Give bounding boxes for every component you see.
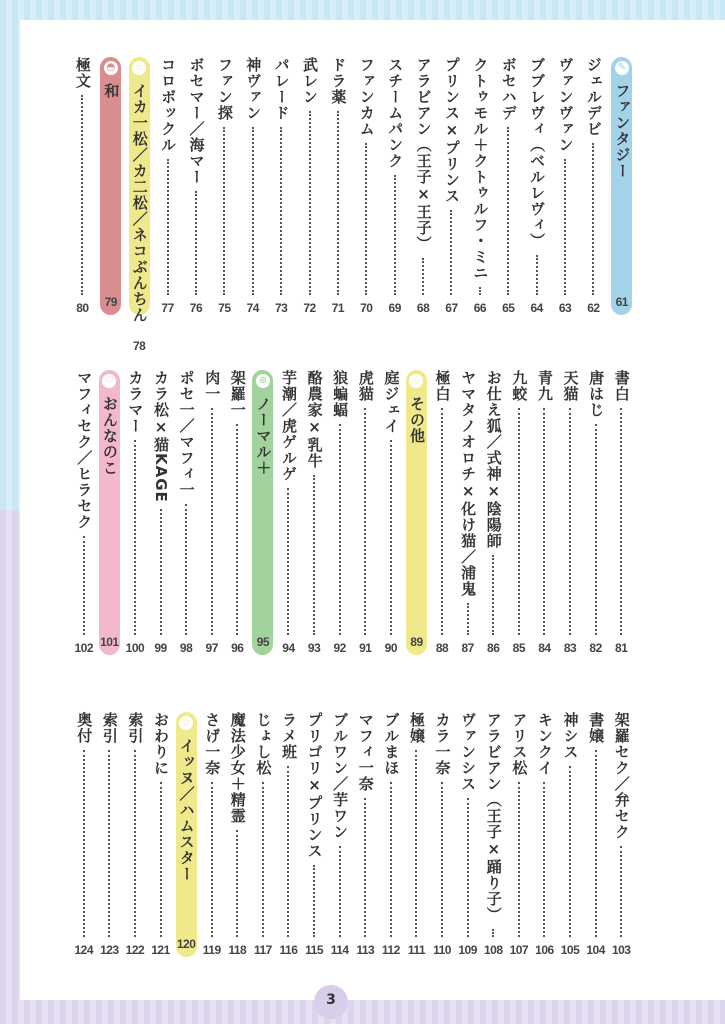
- entry-page: 98: [179, 641, 193, 655]
- toc-entry[interactable]: [352, 712, 378, 957]
- entry-page: 72: [303, 301, 316, 315]
- dotted-leader: [492, 929, 494, 937]
- dotted-leader: [236, 830, 238, 937]
- toc-row-3: [71, 712, 634, 957]
- toc-entry[interactable]: [68, 57, 96, 315]
- toc-category[interactable]: [99, 370, 120, 655]
- dotted-leader: [287, 766, 289, 937]
- entry-page: 85: [512, 641, 525, 655]
- entry-page: 97: [205, 641, 218, 655]
- entry-page: 90: [384, 641, 398, 655]
- dotted-leader: [211, 782, 213, 937]
- dotted-leader: [83, 750, 85, 937]
- entry-title: マフィセク／ヒラセク: [75, 370, 94, 530]
- toc-entry[interactable]: [466, 57, 494, 315]
- entry-title: カラ一奈: [433, 712, 452, 776]
- dotted-leader: [134, 440, 136, 635]
- entry-page: 104: [586, 943, 605, 957]
- entry-page: 82: [589, 641, 602, 655]
- dotted-leader: [236, 424, 238, 635]
- toc-entry[interactable]: [583, 370, 609, 655]
- entry-page: 80: [76, 301, 89, 315]
- dotted-leader: [536, 255, 538, 295]
- entry-page: 81: [615, 641, 628, 655]
- entry-page: 65: [502, 301, 515, 315]
- entry-title: 索引: [126, 712, 145, 744]
- entry-title: イカ一松／カ二松／ネコぶんちん: [130, 83, 149, 323]
- entry-page: 116: [279, 943, 298, 957]
- entry-title: パレード: [272, 57, 291, 121]
- entry-page: 62: [587, 301, 600, 315]
- entry-title: おわりに: [152, 712, 171, 776]
- entry-title: 武レン: [301, 57, 320, 105]
- entry-page: 120: [176, 937, 196, 951]
- entry-page: 121: [151, 943, 170, 957]
- toc-entry[interactable]: [455, 712, 481, 957]
- entry-page: 114: [330, 943, 349, 957]
- toc-entry[interactable]: [378, 370, 404, 655]
- entry-title: 酪農家×乳牛: [305, 370, 324, 469]
- dotted-leader: [592, 143, 594, 295]
- toc-entry[interactable]: [352, 370, 378, 655]
- entry-page: 71: [331, 301, 345, 315]
- entry-title: ポセ一／マフィ一: [177, 370, 196, 498]
- dotted-leader: [134, 750, 136, 937]
- plus-circle-icon: ⊕: [256, 374, 270, 388]
- entry-title: 書白: [612, 370, 631, 402]
- toc-entry[interactable]: [506, 370, 532, 655]
- dotted-leader: [211, 408, 213, 635]
- toc-entry[interactable]: [506, 712, 532, 957]
- toc-entry[interactable]: [532, 370, 558, 655]
- dotted-leader: [160, 509, 162, 635]
- toc-entry[interactable]: [199, 370, 225, 655]
- entry-title: キンクイ: [535, 712, 554, 776]
- dotted-leader: [309, 111, 311, 295]
- entry-title: 九蛟: [510, 370, 529, 402]
- entry-page: 77: [161, 301, 174, 315]
- entry-page: 110: [433, 943, 451, 957]
- entry-title: さげ一奈: [203, 712, 222, 776]
- entry-title: 極嬢: [407, 712, 426, 744]
- dotted-leader: [195, 191, 197, 295]
- dotted-leader: [450, 210, 452, 295]
- dotted-leader: [83, 536, 85, 635]
- entry-page: 105: [560, 943, 580, 957]
- dotted-leader: [543, 408, 545, 635]
- toc-entry[interactable]: [480, 712, 506, 957]
- toc-entry[interactable]: [378, 712, 404, 957]
- dotted-leader: [595, 424, 597, 635]
- dotted-leader: [252, 127, 254, 295]
- entry-title: ブルまほ: [382, 712, 401, 776]
- entry-page: 107: [509, 943, 529, 957]
- toc-entry[interactable]: [327, 370, 353, 655]
- entry-page: 94: [282, 641, 295, 655]
- dotted-leader: [167, 159, 169, 295]
- entry-title: 天猫: [561, 370, 580, 402]
- toc-row-2: [71, 370, 634, 655]
- dotted-leader: [507, 127, 509, 295]
- toc-entry[interactable]: [122, 370, 148, 655]
- dotted-leader: [339, 424, 341, 635]
- entry-title: ブルワン／芋ワン: [331, 712, 350, 840]
- fan-icon: ◓: [104, 61, 118, 75]
- toc-category[interactable]: [129, 57, 150, 353]
- dotted-leader: [339, 846, 341, 937]
- entry-title: 架羅一: [228, 370, 247, 418]
- entry-page: 61: [615, 295, 628, 309]
- dotted-leader: [441, 782, 443, 937]
- entry-page: 106: [535, 943, 554, 957]
- entry-page: 101: [100, 635, 119, 649]
- toc-entry[interactable]: [239, 57, 267, 315]
- entry-title: スチームパンク: [386, 57, 405, 169]
- entry-title: プリンス×プリンス: [442, 57, 461, 204]
- entry-page: 119: [202, 943, 221, 957]
- toc-entry[interactable]: [480, 370, 506, 655]
- entry-page: 93: [307, 641, 321, 655]
- entry-title: 神シス: [561, 712, 580, 760]
- entry-title: ヤマタノオロチ×化け猫／浦鬼: [459, 370, 478, 597]
- entry-title: 魔法少女＋精霊: [228, 712, 247, 824]
- toc-entry[interactable]: [522, 57, 550, 315]
- dotted-leader: [441, 408, 443, 635]
- toc-entry[interactable]: [324, 57, 352, 315]
- entry-page: 112: [381, 943, 400, 957]
- toc-entry[interactable]: [429, 712, 455, 957]
- toc-entry[interactable]: [409, 57, 437, 315]
- toc-entry[interactable]: [225, 370, 251, 655]
- entry-page: 117: [253, 943, 272, 957]
- dotted-leader: [595, 750, 597, 937]
- dotted-leader: [564, 159, 566, 295]
- toc-entry[interactable]: [182, 57, 210, 315]
- entry-page: 113: [356, 943, 375, 957]
- toc-entry[interactable]: [71, 712, 97, 957]
- toc-entry[interactable]: [404, 712, 430, 957]
- toc-entry[interactable]: [583, 712, 609, 957]
- dotted-leader: [492, 555, 494, 635]
- entry-title: その他: [407, 396, 426, 444]
- dotted-leader: [479, 287, 481, 295]
- entry-title: アラビアン（王子×王子）: [414, 57, 433, 252]
- entry-title: アリス松: [510, 712, 529, 776]
- toc-entry[interactable]: [455, 370, 481, 655]
- entry-title: ファン探: [215, 57, 234, 121]
- dotted-leader: [518, 408, 520, 635]
- toc-entry[interactable]: [429, 370, 455, 655]
- entry-title: 青九: [535, 370, 554, 402]
- dotted-leader: [81, 95, 83, 295]
- entry-title: 肉一: [203, 370, 222, 402]
- star-icon: ☆: [409, 374, 423, 388]
- toc-category[interactable]: [611, 57, 632, 315]
- toc-entry[interactable]: [551, 57, 579, 315]
- toc-entry[interactable]: [557, 370, 583, 655]
- toc-entry[interactable]: [352, 57, 380, 315]
- entry-title: ボセマー／海マー: [187, 57, 206, 185]
- dotted-leader: [394, 175, 396, 295]
- dotted-leader: [364, 798, 366, 937]
- dotted-leader: [108, 750, 110, 937]
- dotted-leader: [185, 504, 187, 635]
- entry-page: 103: [611, 943, 631, 957]
- entry-page: 66: [473, 301, 487, 315]
- entry-page: 122: [125, 943, 145, 957]
- toc-category[interactable]: [406, 370, 427, 655]
- entry-page: 115: [305, 943, 323, 957]
- heart-icon: ♡: [102, 374, 116, 388]
- entry-page: 75: [218, 301, 231, 315]
- dotted-leader: [390, 440, 392, 635]
- toc-entry[interactable]: [494, 57, 522, 315]
- entry-title: 芋潮／虎ゲルゲ: [279, 370, 298, 482]
- entry-page: 83: [563, 641, 577, 655]
- entry-title: 奥付: [75, 712, 94, 744]
- entry-page: 63: [558, 301, 572, 315]
- toc-entry[interactable]: [71, 370, 97, 655]
- entry-page: 84: [538, 641, 551, 655]
- toc-entry[interactable]: [173, 370, 199, 655]
- toc-entry[interactable]: [225, 712, 251, 957]
- dotted-leader: [280, 127, 282, 295]
- entry-title: プリゴリ×プリンス: [305, 712, 324, 859]
- toc-category[interactable]: [176, 712, 197, 957]
- toc-category[interactable]: [252, 370, 273, 655]
- toc-entry[interactable]: [148, 370, 174, 655]
- entry-title: 和: [102, 83, 121, 99]
- entry-title: 索引: [100, 712, 119, 744]
- entry-title: カラ松×猫KAGE: [152, 370, 171, 503]
- entry-title: ファンタジー: [613, 83, 632, 179]
- entry-title: 狼蝙蝠: [331, 370, 350, 418]
- entry-page: 64: [530, 301, 543, 315]
- entry-page: 79: [104, 295, 117, 309]
- pen-icon: ✎: [615, 61, 629, 75]
- star-icon: ☆: [132, 61, 146, 75]
- entry-page: 92: [333, 641, 346, 655]
- dotted-leader: [518, 782, 520, 937]
- toc-entry[interactable]: [437, 57, 465, 315]
- toc-entry[interactable]: [148, 712, 174, 957]
- toc-entry[interactable]: [301, 712, 327, 957]
- toc-entry[interactable]: [295, 57, 323, 315]
- entry-page: 124: [74, 943, 93, 957]
- entry-page: 76: [189, 301, 203, 315]
- entry-title: ブブレヴィ（ベルレヴィ）: [528, 57, 547, 249]
- dotted-leader: [422, 258, 424, 295]
- entry-title: ファンカム: [357, 57, 376, 137]
- dotted-leader: [569, 408, 571, 635]
- toc-entry[interactable]: [250, 712, 276, 957]
- entry-title: ヴァンヴァン: [556, 57, 575, 153]
- dotted-leader: [415, 750, 417, 937]
- entry-page: 68: [416, 301, 430, 315]
- toc-entry[interactable]: [122, 712, 148, 957]
- entry-page: 123: [100, 943, 119, 957]
- entry-page: 99: [154, 641, 167, 655]
- entry-page: 109: [458, 943, 477, 957]
- entry-title: ジェルデビ: [584, 57, 603, 137]
- star-icon: ☆: [179, 716, 193, 730]
- dotted-leader: [313, 475, 315, 635]
- toc-entry[interactable]: [210, 57, 238, 315]
- entry-title: ノーマル＋: [254, 396, 273, 476]
- entry-page: 96: [231, 641, 244, 655]
- entry-page: 111: [407, 943, 426, 957]
- dotted-leader: [262, 782, 264, 937]
- toc-entry[interactable]: [276, 370, 302, 655]
- dotted-leader: [390, 782, 392, 937]
- toc-row-1: [68, 57, 636, 353]
- entry-title: 庭ジェイ: [382, 370, 401, 434]
- entry-page: 108: [483, 943, 503, 957]
- entry-title: カラマー: [126, 370, 145, 434]
- entry-page: 118: [228, 943, 247, 957]
- toc-entry[interactable]: [199, 712, 225, 957]
- entry-title: クトゥモル＋クトゥルフ・ミニ: [471, 57, 490, 281]
- entry-page: 100: [125, 641, 145, 655]
- entry-page: 89: [410, 635, 423, 649]
- entry-title: 架羅セク／弁セク: [612, 712, 631, 840]
- entry-page: 87: [461, 641, 474, 655]
- entry-page: 74: [246, 301, 259, 315]
- toc-entry[interactable]: [557, 712, 583, 957]
- toc-entry[interactable]: [327, 712, 353, 957]
- toc-entry[interactable]: [301, 370, 327, 655]
- entry-title: ヴァンシス: [459, 712, 478, 792]
- entry-page: 86: [487, 641, 500, 655]
- entry-title: イッヌ／ハムスター: [177, 738, 196, 882]
- dotted-leader: [337, 111, 339, 295]
- dotted-leader: [620, 846, 622, 937]
- dotted-leader: [287, 488, 289, 635]
- entry-title: 極白: [433, 370, 452, 402]
- dotted-leader: [365, 143, 367, 295]
- entry-page: 102: [74, 641, 93, 655]
- entry-page: 95: [256, 635, 270, 649]
- entry-page: 78: [133, 339, 146, 353]
- entry-title: マフィ一奈: [356, 712, 375, 792]
- toc-entry[interactable]: [579, 57, 607, 315]
- dotted-leader: [313, 865, 315, 937]
- toc-entry[interactable]: [97, 712, 123, 957]
- toc-entry[interactable]: [267, 57, 295, 315]
- toc-entry[interactable]: [532, 712, 558, 957]
- dotted-leader: [620, 408, 622, 635]
- entry-title: 唐はじ: [587, 370, 606, 418]
- entry-title: ボセハデ: [499, 57, 518, 121]
- dotted-leader: [160, 782, 162, 937]
- dotted-leader: [467, 603, 469, 635]
- dotted-leader: [223, 127, 225, 295]
- toc-entry[interactable]: [608, 370, 634, 655]
- entry-page: 69: [388, 301, 401, 315]
- entry-title: お仕え狐／式神×陰陽師: [484, 370, 503, 549]
- entry-page: 67: [445, 301, 458, 315]
- entry-title: コロボックル: [159, 57, 178, 153]
- entry-title: 神ヴァン: [244, 57, 263, 121]
- page-number: 3: [314, 985, 348, 1019]
- toc-entry[interactable]: [276, 712, 302, 957]
- dotted-leader: [467, 798, 469, 937]
- toc-category[interactable]: [100, 57, 121, 315]
- entry-page: 88: [435, 641, 449, 655]
- dotted-leader: [569, 766, 571, 937]
- entry-title: ラメ班: [279, 712, 298, 760]
- entry-page: 70: [360, 301, 373, 315]
- toc-entry[interactable]: [608, 712, 634, 957]
- dotted-leader: [543, 782, 545, 937]
- entry-title: 書嬢: [587, 712, 606, 744]
- entry-title: じょし松: [254, 712, 273, 776]
- toc-entry[interactable]: [381, 57, 409, 315]
- entry-page: 73: [274, 301, 288, 315]
- entry-title: アラビアン（王子×踊り子）: [484, 712, 503, 923]
- entry-title: ドラ薬: [329, 57, 348, 105]
- entry-title: 極文: [73, 57, 92, 89]
- toc-entry[interactable]: [153, 57, 181, 315]
- entry-page: 91: [359, 641, 372, 655]
- entry-title: おんなのこ: [100, 396, 119, 476]
- dotted-leader: [364, 408, 366, 635]
- entry-title: 虎猫: [356, 370, 375, 402]
